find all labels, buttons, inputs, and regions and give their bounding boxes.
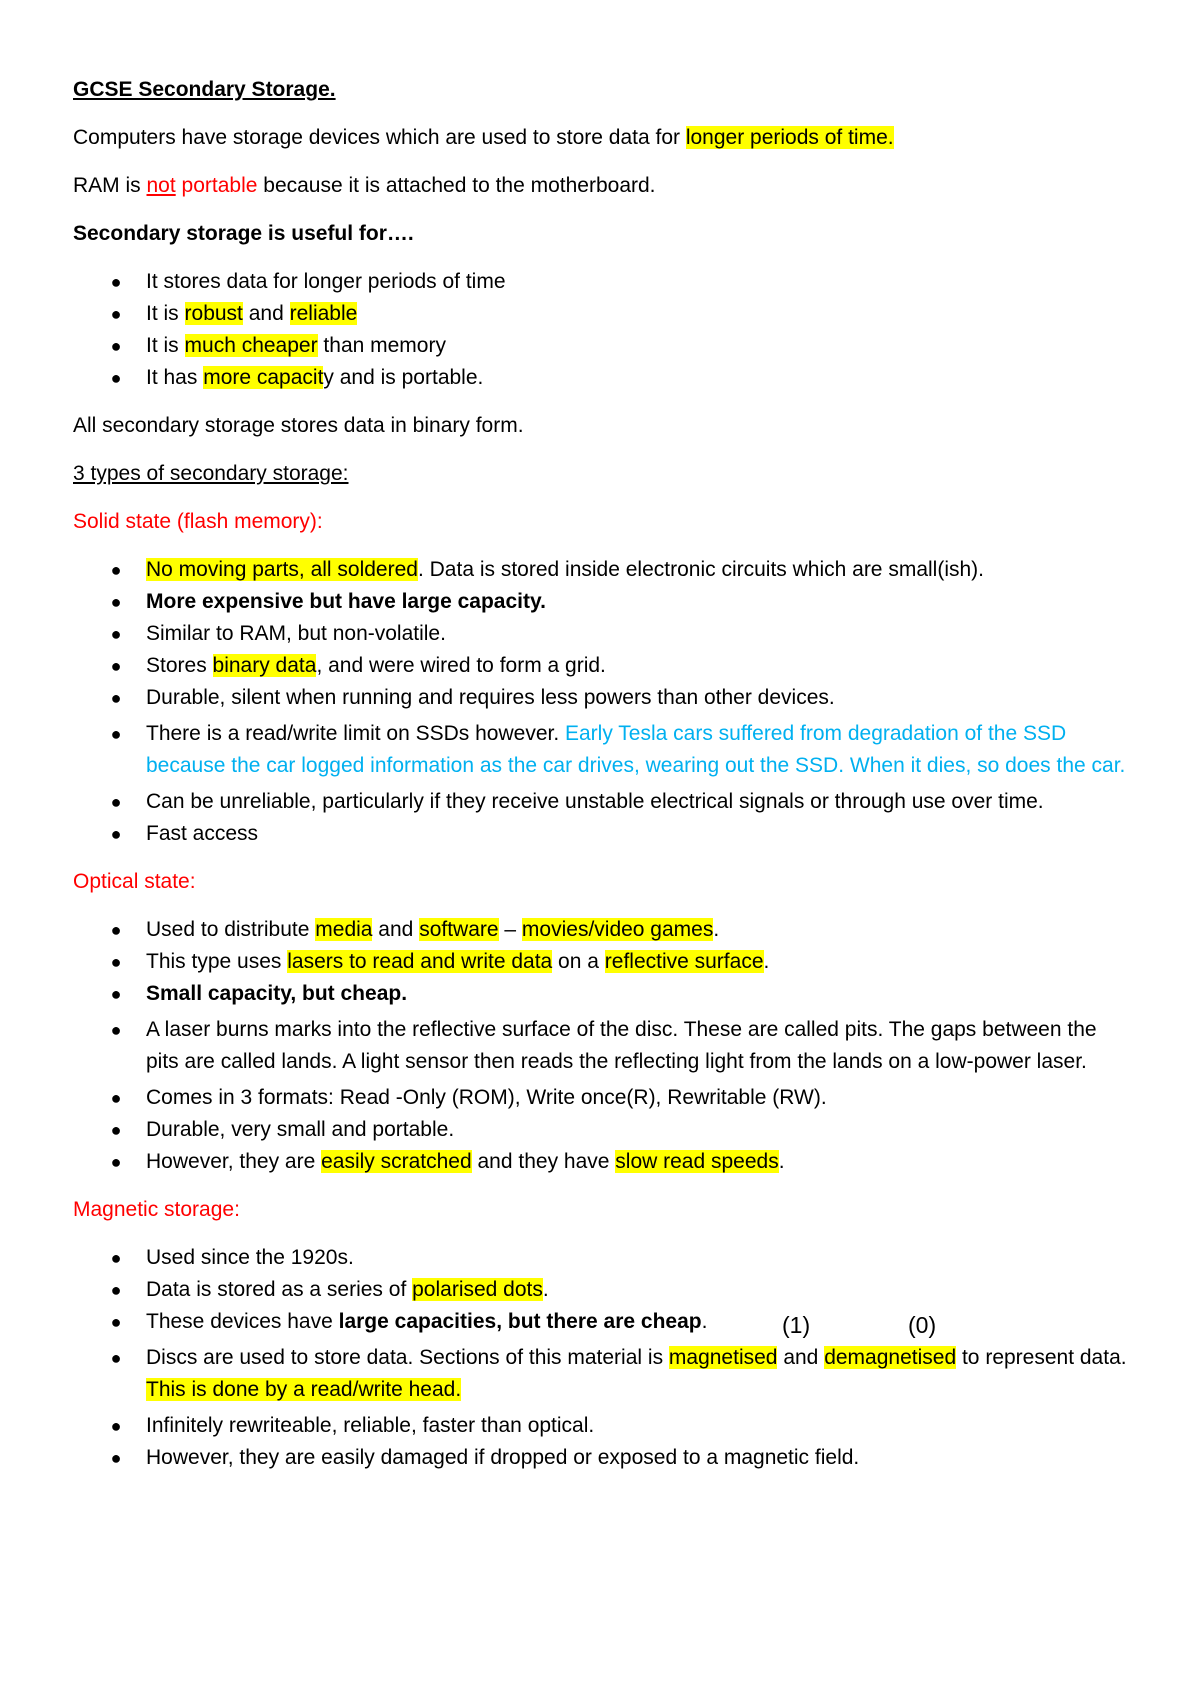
highlight: reliable xyxy=(289,302,358,325)
list-item xyxy=(73,982,1133,1006)
bold-text: More expensive but have large capacity. xyxy=(146,590,546,613)
highlight: demagnetised xyxy=(824,1346,957,1369)
list-item xyxy=(73,590,1133,614)
intro-paragraph-1 xyxy=(73,126,1133,150)
text: It has xyxy=(146,366,204,389)
bullet-icon: ● xyxy=(110,1088,122,1108)
bullet-icon: ● xyxy=(110,336,122,356)
text: Used since the 1920s. xyxy=(146,1246,354,1269)
magnetic-heading: Magnetic storage: xyxy=(73,1198,240,1221)
bold-text: Small capacity, but cheap. xyxy=(146,982,408,1005)
bullet-icon: ● xyxy=(110,592,122,612)
text: on a xyxy=(552,950,605,973)
list-item xyxy=(73,302,1133,326)
bullet-icon: ● xyxy=(110,624,122,644)
text: It stores data for longer periods of time xyxy=(146,270,506,293)
text: , and were wired to form a grid. xyxy=(316,654,606,677)
text: It is xyxy=(146,334,185,357)
list-item xyxy=(73,334,1133,358)
text: However, they are xyxy=(146,1150,322,1173)
text: Can be unreliable, particularly if they receive unstable electrical signals or through use over time. xyxy=(146,790,1044,813)
text: Computers have storage devices which are used to store data for xyxy=(73,126,686,149)
solid-state-list xyxy=(73,558,1133,846)
text: Fast access xyxy=(146,822,259,845)
list-item xyxy=(73,718,1133,782)
text: . xyxy=(713,918,720,941)
intro-paragraph-2 xyxy=(73,174,1133,198)
highlight: robust xyxy=(184,302,243,325)
list-item xyxy=(73,558,1133,582)
text: It is xyxy=(146,302,185,325)
blue-text: Early Tesla cars suffered from degradation of the SSD because the car logged information as the car drives, wearing out the SSD. When it dies, so does the car. xyxy=(146,722,1126,777)
highlight: movies/video games xyxy=(521,918,714,941)
text: . xyxy=(778,1150,785,1173)
text: and xyxy=(242,302,290,325)
text: . Data is stored inside electronic circuits which are small(ish). xyxy=(417,558,984,581)
highlight: more capacit xyxy=(203,366,324,389)
text: Used to distribute xyxy=(146,918,316,941)
bullet-icon: ● xyxy=(110,304,122,324)
highlight: No moving parts, all soldered xyxy=(146,558,418,581)
highlight: polarised dots xyxy=(412,1278,543,1301)
text: . xyxy=(701,1310,708,1333)
optical-list xyxy=(73,918,1133,1174)
bullet-icon: ● xyxy=(110,1448,122,1468)
text: These devices have xyxy=(146,1310,339,1333)
bullet-icon: ● xyxy=(110,1120,122,1140)
text: Infinitely rewriteable, reliable, faster than optical. xyxy=(146,1414,595,1437)
bullet-icon: ● xyxy=(110,560,122,580)
text: and they have xyxy=(471,1150,616,1173)
list-item xyxy=(73,1014,1133,1078)
text: Discs are used to store data. Sections of this material is xyxy=(146,1346,669,1369)
bullet-icon: ● xyxy=(110,1280,122,1300)
bullet-icon: ● xyxy=(110,952,122,972)
document-page xyxy=(73,78,1133,1494)
zero-label: (0) xyxy=(908,1312,937,1338)
text: There is a read/write limit on SSDs however. xyxy=(146,722,565,745)
list-item xyxy=(73,1150,1133,1174)
text: Stores xyxy=(146,654,213,677)
highlight: software xyxy=(419,918,499,941)
bullet-icon: ● xyxy=(110,1152,122,1172)
highlight: media xyxy=(315,918,373,941)
bullet-icon: ● xyxy=(110,724,122,744)
highlight: lasers to read and write data xyxy=(287,950,553,973)
types-heading: 3 types of secondary storage: xyxy=(73,462,349,485)
text: – xyxy=(498,918,522,941)
useful-list xyxy=(73,270,1133,390)
bullet-icon: ● xyxy=(110,1348,122,1368)
highlight: This is done by a read/write head. xyxy=(146,1378,462,1401)
bullet-icon: ● xyxy=(110,920,122,940)
text: This type uses xyxy=(146,950,288,973)
list-item xyxy=(73,918,1133,942)
bullet-icon: ● xyxy=(110,272,122,292)
list-item xyxy=(73,686,1133,710)
highlight: binary data xyxy=(212,654,317,677)
text: . xyxy=(763,950,770,973)
highlight: longer periods of time. xyxy=(685,126,894,149)
list-item xyxy=(73,1246,1133,1270)
list-item xyxy=(73,366,1133,390)
text: to represent data. xyxy=(956,1346,1127,1369)
list-item xyxy=(73,1342,1133,1406)
text: RAM is xyxy=(73,174,147,197)
list-item xyxy=(73,654,1133,678)
text: Similar to RAM, but non-volatile. xyxy=(146,622,446,645)
red-underlined-text: not xyxy=(146,174,176,197)
text: However, they are easily damaged if dropped or exposed to a magnetic field. xyxy=(146,1446,860,1469)
magnetic-list xyxy=(73,1246,1133,1470)
bullet-icon: ● xyxy=(110,1312,122,1332)
text: Durable, very small and portable. xyxy=(146,1118,455,1141)
text: Durable, silent when running and requires less powers than other devices. xyxy=(146,686,835,709)
useful-heading: Secondary storage is useful for…. xyxy=(73,222,414,245)
text: y and is portable. xyxy=(323,366,484,389)
list-item xyxy=(73,790,1133,814)
bullet-icon: ● xyxy=(110,984,122,1004)
solid-state-heading: Solid state (flash memory): xyxy=(73,510,323,533)
bold-text: large capacities, but there are cheap xyxy=(338,1310,702,1333)
bullet-icon: ● xyxy=(110,1248,122,1268)
list-item xyxy=(73,622,1133,646)
list-item xyxy=(73,822,1133,846)
text: and xyxy=(777,1346,825,1369)
highlight: slow read speeds xyxy=(615,1150,779,1173)
text: than memory xyxy=(317,334,446,357)
text: Data is stored as a series of xyxy=(146,1278,413,1301)
text: . xyxy=(542,1278,549,1301)
list-item xyxy=(73,270,1133,294)
bullet-icon: ● xyxy=(110,688,122,708)
highlight: easily scratched xyxy=(321,1150,472,1173)
one-label: (1) xyxy=(782,1312,811,1338)
list-item xyxy=(73,1446,1133,1470)
highlight: magnetised xyxy=(668,1346,778,1369)
list-item xyxy=(73,1278,1133,1302)
red-text: portable xyxy=(175,174,258,197)
bullet-icon: ● xyxy=(110,792,122,812)
text: Comes in 3 formats: Read -Only (ROM), Write once(R), Rewritable (RW). xyxy=(146,1086,827,1109)
bullet-icon: ● xyxy=(110,656,122,676)
list-item xyxy=(73,1086,1133,1110)
text: A laser burns marks into the reflective surface of the disc. These are called pits. The gaps between the pits are called lands. A light sensor then reads the reflecting light from the lands on a low-power laser. xyxy=(146,1018,1097,1073)
highlight: much cheaper xyxy=(184,334,318,357)
text: and xyxy=(372,918,420,941)
list-item xyxy=(73,1414,1133,1438)
bullet-icon: ● xyxy=(110,824,122,844)
bullet-icon: ● xyxy=(110,1020,122,1040)
highlight: reflective surface xyxy=(604,950,764,973)
bullet-icon: ● xyxy=(110,1416,122,1436)
optical-heading: Optical state: xyxy=(73,870,196,893)
list-item xyxy=(73,1118,1133,1142)
binary-paragraph: All secondary storage stores data in binary form. xyxy=(73,414,524,437)
list-item xyxy=(73,950,1133,974)
text: because it is attached to the motherboard. xyxy=(257,174,656,197)
page-title: GCSE Secondary Storage. xyxy=(73,78,336,101)
list-item xyxy=(73,1310,1133,1334)
bullet-icon: ● xyxy=(110,368,122,388)
